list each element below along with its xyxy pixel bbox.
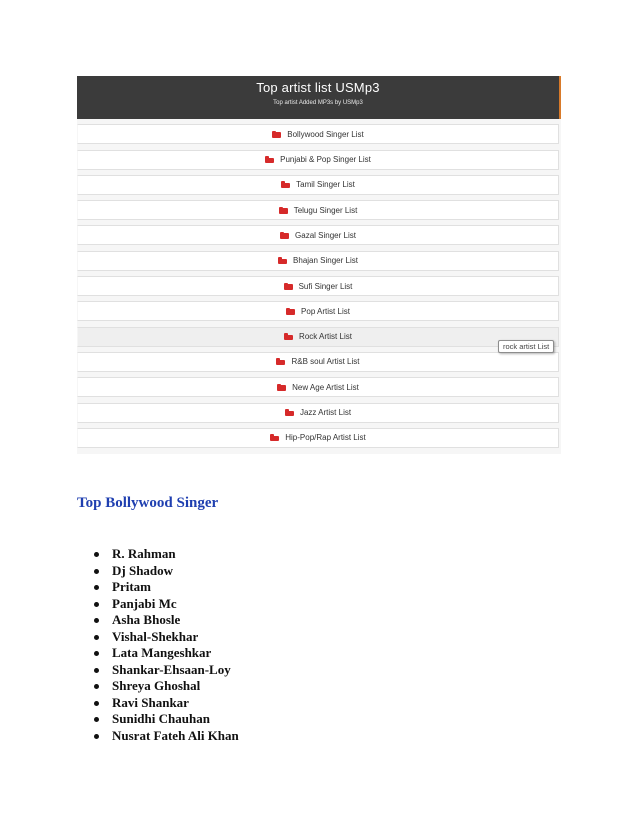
list-item-label: Bollywood Singer List (287, 129, 364, 139)
list-item-label: Gazal Singer List (295, 230, 356, 240)
folder-icon (284, 333, 293, 340)
folder-icon (281, 181, 290, 188)
folder-icon (285, 409, 294, 416)
folder-icon (272, 131, 281, 138)
folder-icon (284, 283, 293, 290)
list-item-label: Punjabi & Pop Singer List (280, 155, 371, 165)
list-item-punjabi-pop[interactable] (77, 150, 559, 170)
folder-icon (279, 207, 288, 214)
list-item-rnb-soul[interactable] (77, 352, 559, 372)
folder-icon (270, 434, 279, 441)
folder-icon (280, 232, 289, 239)
list-item: Shankar-Ehsaan-Loy (112, 662, 239, 679)
list-item: Lata Mangeshkar (112, 645, 239, 662)
artist-category-list (77, 124, 561, 448)
list-item: Shreya Ghoshal (112, 678, 239, 695)
list-item-bhajan[interactable] (77, 251, 559, 271)
list-item-sufi[interactable] (77, 276, 559, 296)
list-item-pop[interactable] (77, 301, 559, 321)
folder-icon (277, 384, 286, 391)
list-item-tamil[interactable] (77, 175, 559, 195)
list-item-label: Rock Artist List (299, 332, 352, 342)
folder-icon (286, 308, 295, 315)
list-item: Dj Shadow (112, 563, 239, 580)
list-item: Ravi Shankar (112, 695, 239, 712)
list-item-label: Bhajan Singer List (293, 256, 358, 266)
list-item-label: Sufi Singer List (298, 281, 353, 291)
list-item-rock[interactable] (77, 327, 559, 347)
list-item: Sunidhi Chauhan (112, 711, 239, 728)
list-item-label: Pop Artist List (301, 306, 350, 316)
list-item-gazal[interactable] (77, 225, 559, 245)
list-item-label: Hip-Pop/Rap Artist List (285, 433, 366, 443)
list-item: Panjabi Mc (112, 596, 239, 613)
list-item-telugu[interactable] (77, 200, 559, 220)
list-item-label: Jazz Artist List (299, 408, 352, 418)
list-item-new-age[interactable] (77, 377, 559, 397)
rock-artist-tooltip: rock artist List (498, 340, 554, 353)
list-item-hip-pop-rap[interactable] (77, 428, 559, 448)
folder-icon (265, 156, 274, 163)
list-item: Vishal-Shekhar (112, 629, 239, 646)
list-item: Asha Bhosle (112, 612, 239, 629)
panel-title: Top artist list USMp3 (256, 80, 380, 95)
list-item-label: New Age Artist List (292, 382, 359, 392)
list-item: Nusrat Fateh Ali Khan (112, 727, 239, 743)
singer-list (112, 546, 239, 744)
list-item-label: Tamil Singer List (296, 180, 355, 190)
panel-header (77, 76, 561, 119)
folder-icon (276, 358, 285, 365)
list-item-bollywood[interactable] (77, 124, 559, 144)
list-item-label: Telugu Singer List (293, 205, 358, 215)
list-item: R. Rahman (112, 546, 239, 563)
list-item-label: R&B soul Artist List (291, 357, 360, 367)
list-item-jazz[interactable] (77, 403, 559, 423)
artist-list-panel (77, 76, 561, 454)
panel-subtitle: Top artist Added MP3s by USMp3 (273, 100, 363, 106)
list-item: Pritam (112, 579, 239, 596)
section-heading: Top Bollywood Singer (77, 495, 219, 511)
folder-icon (278, 257, 287, 264)
